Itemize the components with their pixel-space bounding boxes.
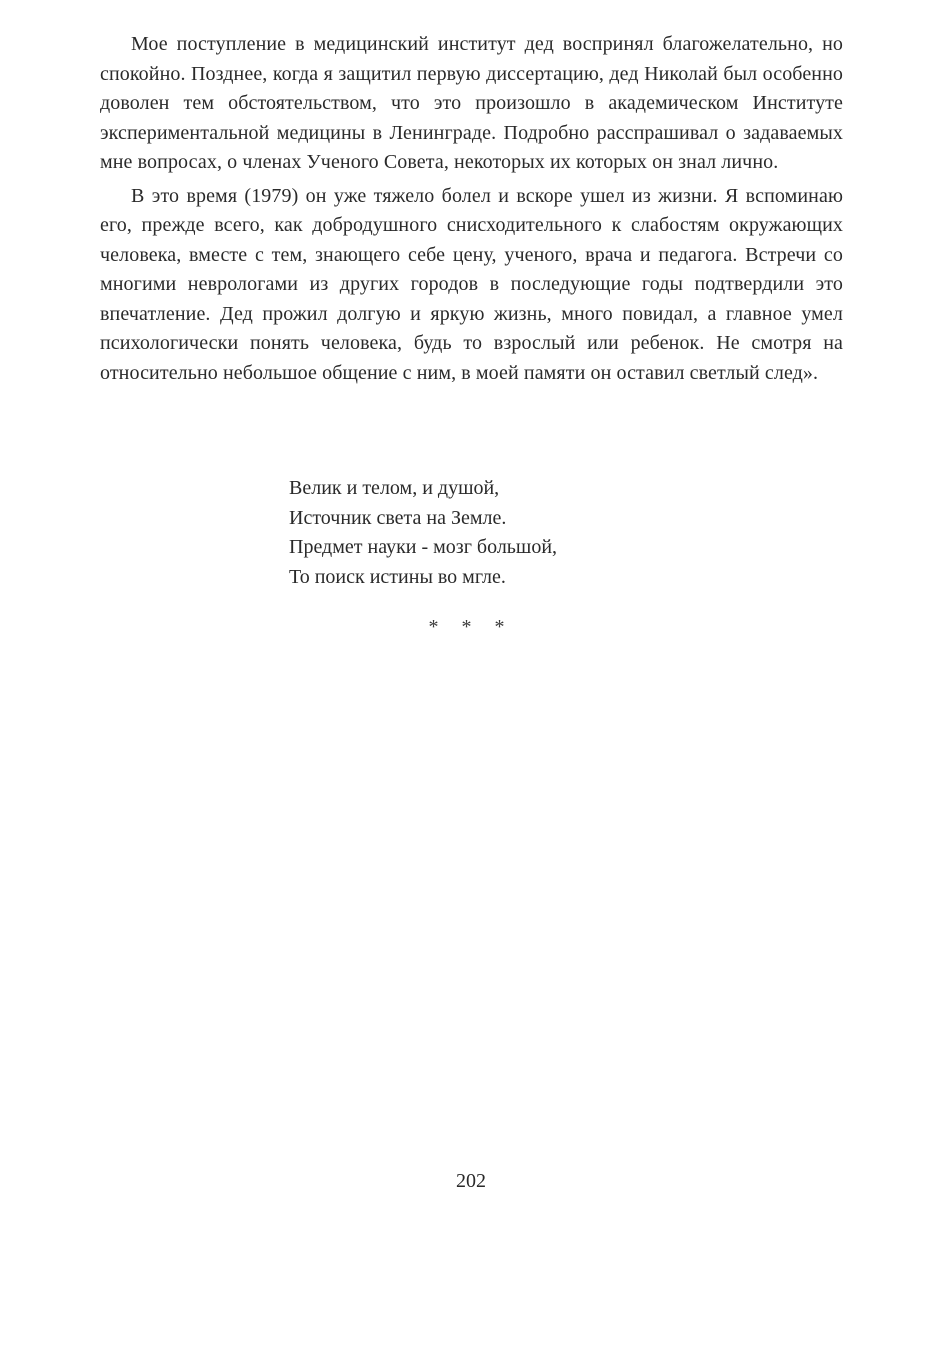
page-number: 202 — [456, 1170, 486, 1192]
paragraph-1: Мое поступление в медицинский институт дед воспринял благожелательно, но спокойно. Позднее, когда я защитил первую диссертацию, дед Николай был особенно доволен тем обстоятельством, что это произошло в академическом Институте экспериментальной медицины в Ленинграде. Подробно расспрашивал о задаваемых мне вопросах, о членах Ученого Совета, некоторых их которых он знал лично. — [100, 33, 843, 173]
body-text — [100, 30, 843, 391]
poem-line: То поиск истины во мгле. — [289, 565, 506, 588]
section-separator: * * * — [428, 616, 514, 638]
poem-line: Предмет науки - мозг большой, — [289, 536, 558, 558]
paragraph-2: В это время (1979) он уже тяжело болел и вскоре ушел из жизни. Я вспоминаю его, прежде всего, как добродушного снисходительного к слабостям окружающих человека, вместе с тем, знающего себе цену, ученого, врача и педагога. Встречи со многими неврологами из других городов в последующие годы подтвердили это впечатление. Дед прожил долгую и яркую жизнь, много повидал, а главное умел психологически понять человека, будь то взрослый или ребенок. Не смотря на относительно небольшое общение с ним, в моей памяти он оставил светлый след». — [100, 184, 843, 384]
poem-line: Велик и телом, и душой, — [289, 477, 500, 499]
poem-line: Источник света на Земле. — [289, 506, 507, 529]
poem — [289, 474, 709, 592]
